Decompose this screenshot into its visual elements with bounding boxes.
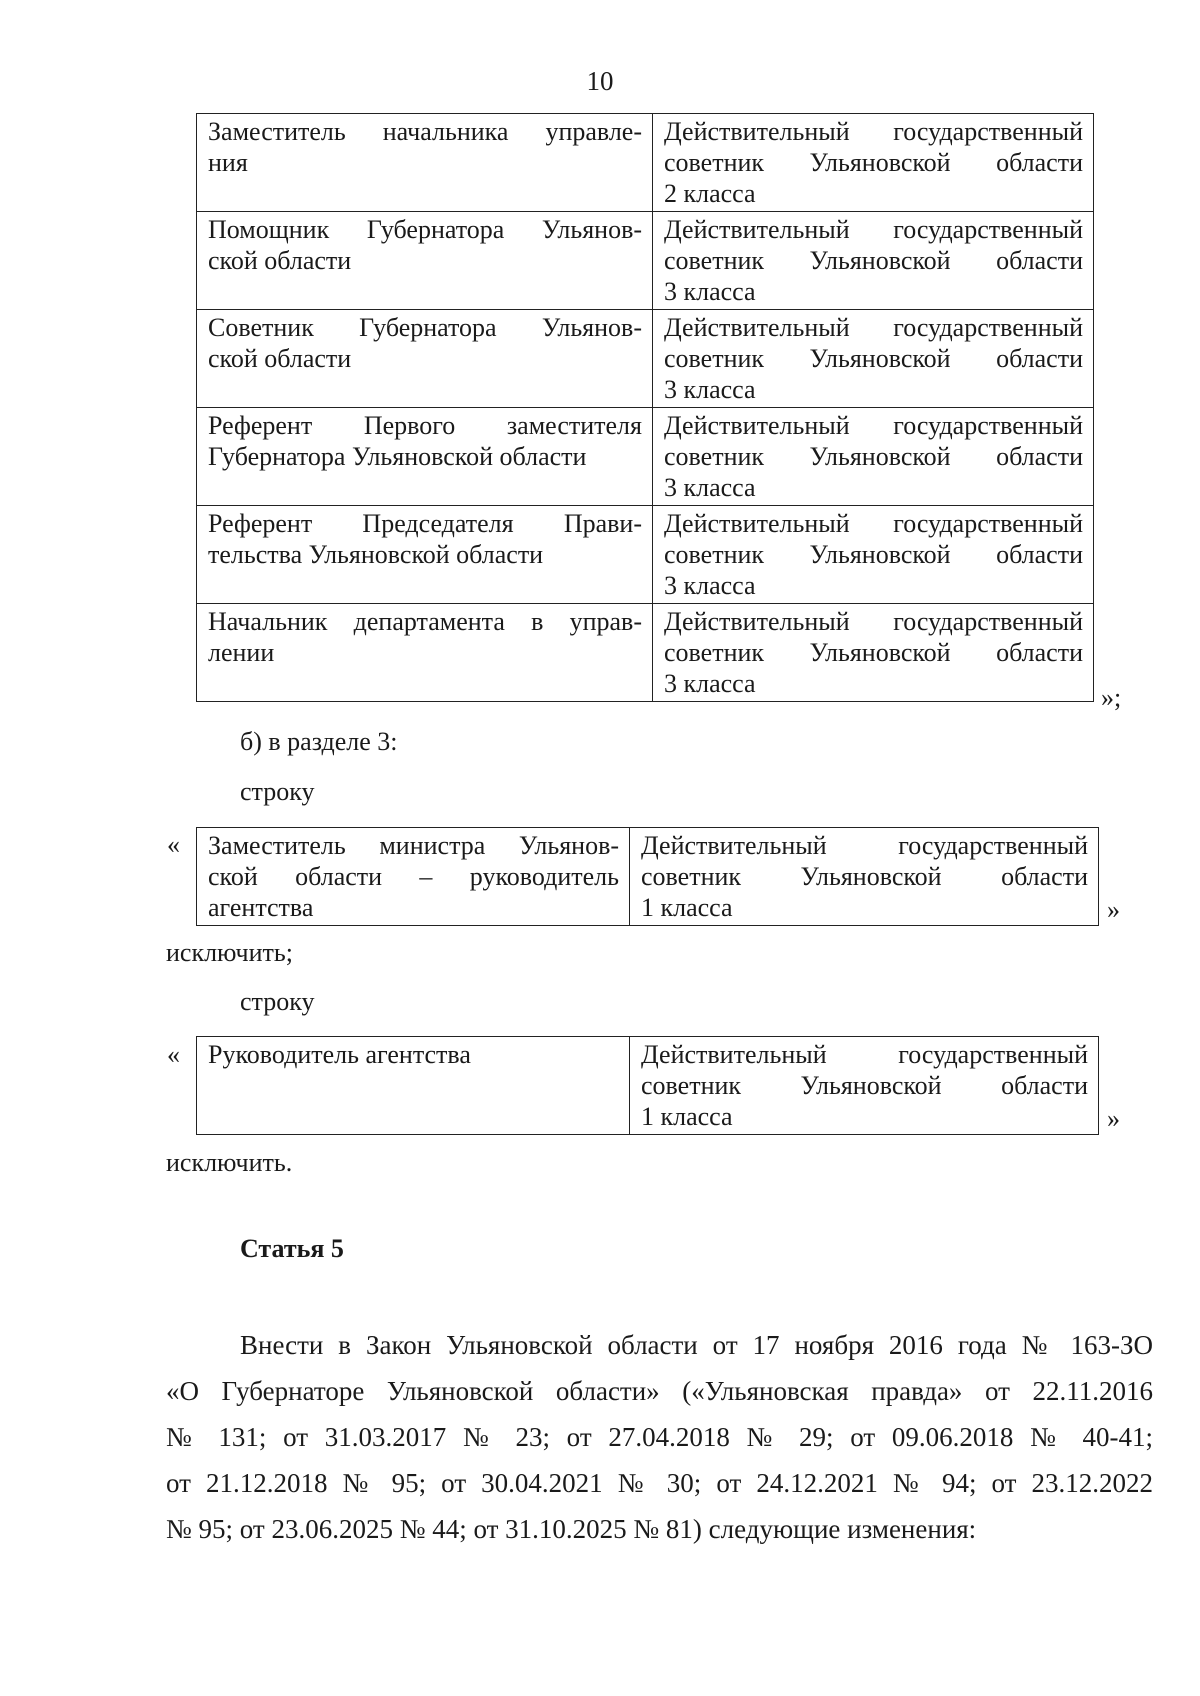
- rank-cell: [653, 604, 1094, 702]
- rank-cell: [653, 506, 1094, 604]
- table-row: [197, 828, 1099, 926]
- rank-cell: [653, 212, 1094, 310]
- position-line: Референт Первого заместителя: [208, 411, 642, 440]
- position-line: ской области – руководитель: [208, 862, 619, 891]
- position-cell: [197, 310, 653, 408]
- rank-line: Действительный государственный: [664, 411, 1083, 440]
- position-line: тельства Ульяновской области: [208, 540, 544, 569]
- table-row: [197, 604, 1094, 702]
- rank-line: Действительный государственный: [641, 1040, 1088, 1069]
- rank-cell: [653, 408, 1094, 506]
- rank-cell: [653, 114, 1094, 212]
- rank-line: Действительный государственный: [664, 313, 1083, 342]
- table-row: [197, 506, 1094, 604]
- position-line: Референт Председателя Прави-: [208, 509, 642, 538]
- article-body: [166, 1322, 1153, 1552]
- table-row: [197, 408, 1094, 506]
- position-cell: [197, 828, 630, 926]
- position-line: Губернатора Ульяновской области: [208, 442, 587, 471]
- rank-line: Действительный государственный: [664, 117, 1083, 146]
- rank-line: 2 класса: [664, 179, 756, 208]
- rank-line: 3 класса: [664, 277, 756, 306]
- rank-line: советник Ульяновской области: [641, 862, 1088, 891]
- rank-cell: [630, 828, 1099, 926]
- closing-quote-2: »: [1107, 895, 1120, 924]
- rank-table-1: [196, 113, 1094, 702]
- position-line: Начальник департамента в управ-: [208, 607, 642, 636]
- section-b-heading: б) в разделе 3:: [240, 727, 398, 756]
- position-line: Помощник Губернатора Ульянов-: [208, 215, 642, 244]
- article-line: Внести в Закон Ульяновской области от 17 ноября 2016 года № 163-ЗО: [240, 1330, 1153, 1360]
- position-cell: [197, 212, 653, 310]
- article-line: от 21.12.2018 № 95; от 30.04.2021 № 30; от 24.12.2021 № 94; от 23.12.2022: [166, 1468, 1153, 1498]
- position-line: ской области: [208, 246, 352, 275]
- closing-quote-3: »: [1107, 1104, 1120, 1133]
- position-line: ния: [208, 148, 248, 177]
- rank-line: 3 класса: [664, 669, 756, 698]
- rank-table-2: [196, 827, 1099, 926]
- rank-line: советник Ульяновской области: [664, 148, 1083, 177]
- position-cell: [197, 1037, 630, 1135]
- rank-cell: [653, 310, 1094, 408]
- rank-line: советник Ульяновской области: [641, 1071, 1088, 1100]
- table-row: [197, 310, 1094, 408]
- rank-line: 3 класса: [664, 473, 756, 502]
- rank-cell: [630, 1037, 1099, 1135]
- article-line: № 95; от 23.06.2025 № 44; от 31.10.2025 № 81) следующие изменения:: [166, 1514, 977, 1544]
- rank-line: 1 класса: [641, 893, 733, 922]
- position-cell: [197, 114, 653, 212]
- rank-line: Действительный государственный: [641, 831, 1088, 860]
- rank-line: советник Ульяновской области: [664, 638, 1083, 667]
- rank-line: Действительный государственный: [664, 607, 1083, 636]
- rank-line: Действительный государственный: [664, 509, 1083, 538]
- position-line: ской области: [208, 344, 352, 373]
- stroku-label-1: строку: [240, 777, 315, 806]
- rank-line: советник Ульяновской области: [664, 344, 1083, 373]
- article-heading: Статья 5: [240, 1234, 344, 1263]
- position-cell: [197, 408, 653, 506]
- table-row: [197, 114, 1094, 212]
- position-cell: [197, 506, 653, 604]
- rank-line: советник Ульяновской области: [664, 246, 1083, 275]
- rank-table-3: [196, 1036, 1099, 1135]
- table-row: [197, 212, 1094, 310]
- exclude-text-2: исключить.: [166, 1148, 293, 1177]
- table-row: [197, 1037, 1099, 1135]
- rank-line: Действительный государственный: [664, 215, 1083, 244]
- position-cell: [197, 604, 653, 702]
- rank-line: 3 класса: [664, 375, 756, 404]
- article-line: № 131; от 31.03.2017 № 23; от 27.04.2018 № 29; от 09.06.2018 № 40-41;: [166, 1422, 1153, 1452]
- position-line: агентства: [208, 893, 314, 922]
- opening-quote-2: «: [167, 830, 180, 859]
- position-line: Советник Губернатора Ульянов-: [208, 313, 642, 342]
- page-number: 10: [586, 66, 614, 96]
- exclude-text-1: исключить;: [166, 938, 293, 967]
- position-line: Заместитель министра Ульянов-: [208, 831, 619, 860]
- article-line: «О Губернаторе Ульяновской области» («Ульяновская правда» от 22.11.2016: [166, 1376, 1153, 1406]
- rank-line: советник Ульяновской области: [664, 442, 1083, 471]
- position-line: Заместитель начальника управле-: [208, 117, 642, 146]
- opening-quote-3: «: [167, 1040, 180, 1069]
- position-line: Руководитель агентства: [208, 1040, 471, 1069]
- rank-line: советник Ульяновской области: [664, 540, 1083, 569]
- rank-line: 1 класса: [641, 1102, 733, 1131]
- closing-quote-1: »;: [1101, 683, 1122, 712]
- rank-line: 3 класса: [664, 571, 756, 600]
- position-line: лении: [208, 638, 275, 667]
- stroku-label-2: строку: [240, 987, 315, 1016]
